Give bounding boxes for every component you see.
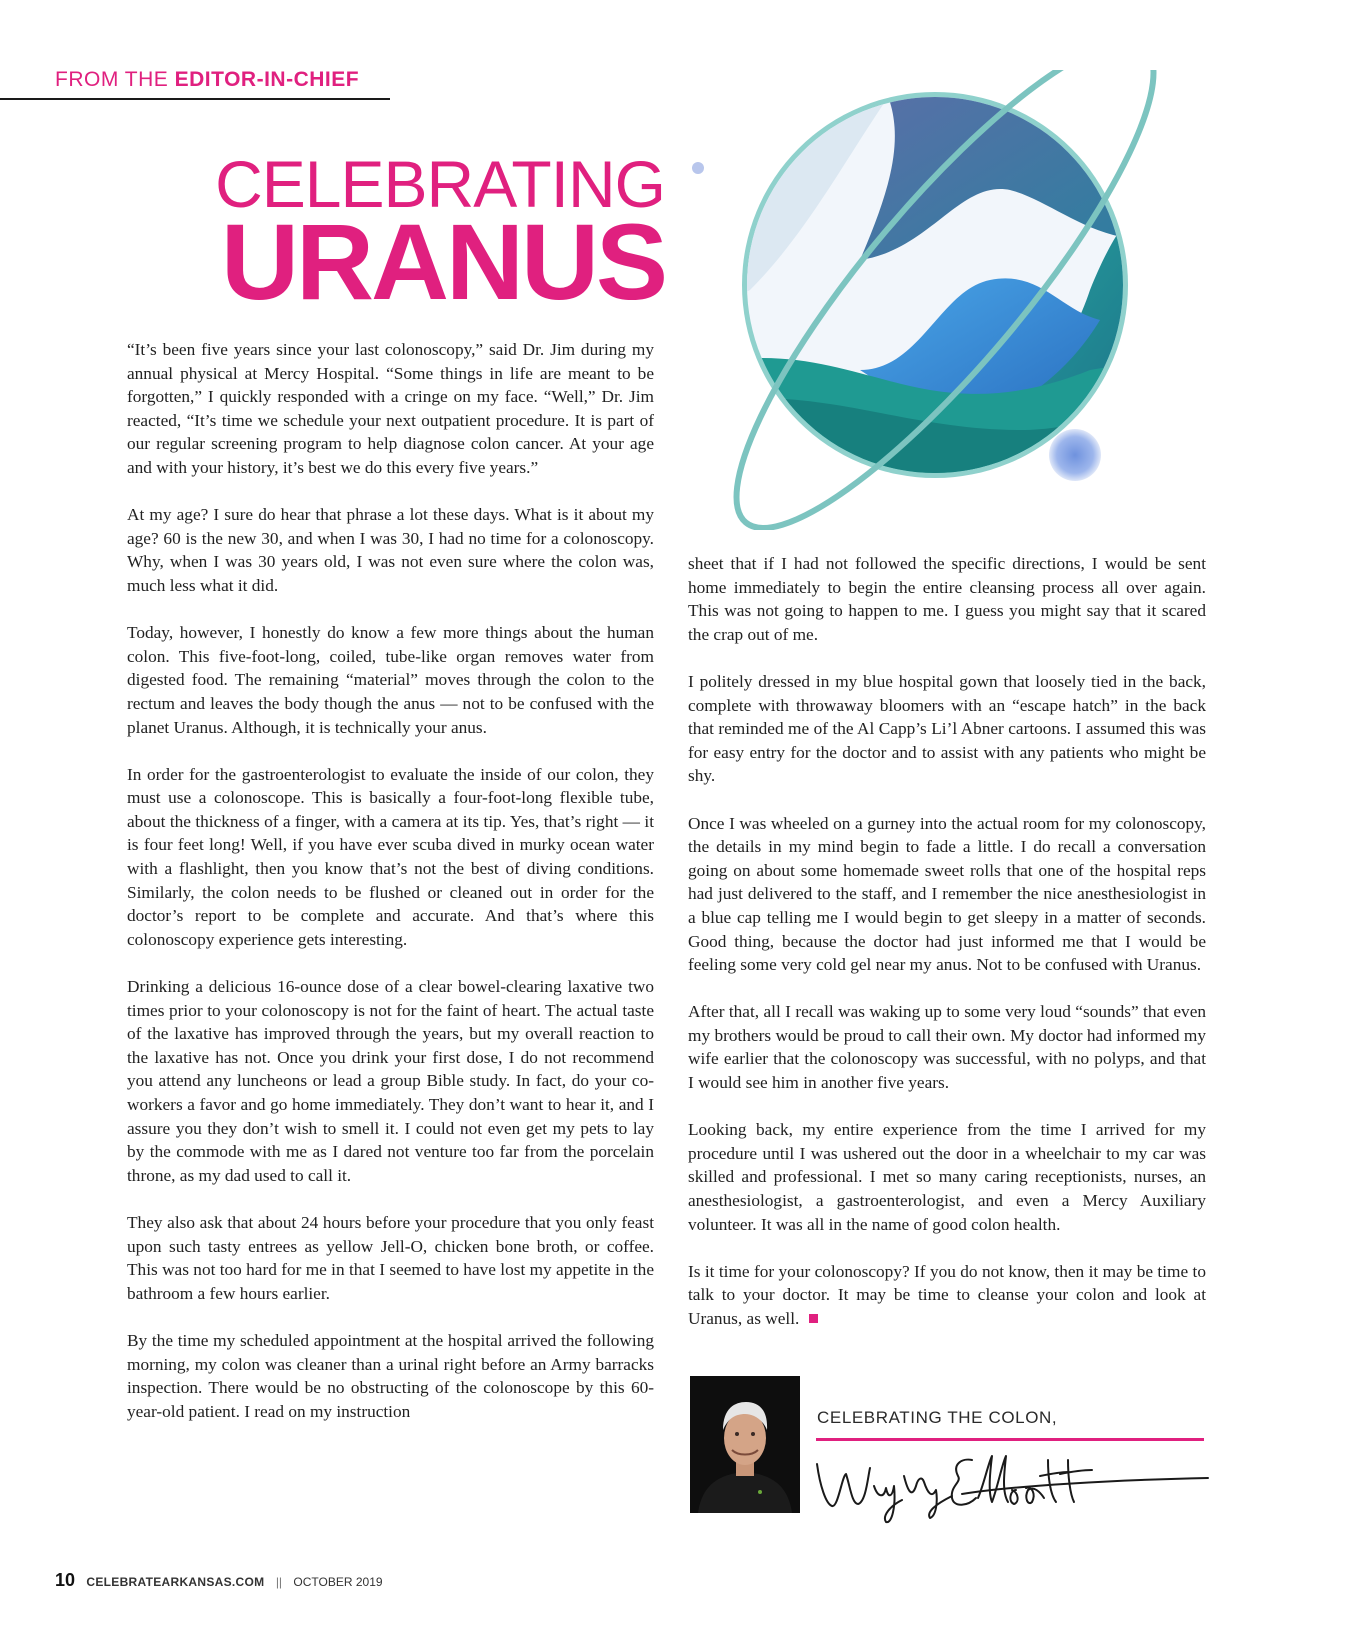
article-paragraph: In order for the gastroenterologist to evaluate the inside of our colon, they must use a colonoscope. This is basically a four-foot-long flexible tube, about the thickness of a finger, with a camera at its tip. Yes, that’s right — it is four feet long! Well, if you have ever scuba dived in murky ocean water with a flashlight, then you know that’s not the best of diving conditions. Similarly, the colon needs to be flushed or cleaned out in order for the doctor’s report to be complete and accurate. And that’s where this colonoscopy experience gets interesting. [127,764,654,949]
signoff-caption: CELEBRATING THE COLON, [817,1408,1058,1427]
page-number: 10 [55,1570,76,1590]
article-paragraph: I politely dressed in my blue hospital gown that loosely tied in the back, complete with throwaway bloomers with an “escape hatch” in the back that reminded me of the Al Capp’s Li’l Abner cartoons. I assumed this was for easy entry for the doctor and to assist with any patients who might be shy. [688,671,1206,786]
article-column-left [127,338,654,1447]
headline-line1: CELEBRATING [215,147,665,221]
headline-line2: URANUS [220,201,665,322]
section-label [55,68,359,92]
article-column-right [688,552,1206,1354]
article-closing-paragraph [688,1260,1206,1331]
issue-date: OCTOBER 2019 [293,1575,383,1589]
article-paragraph: Today, however, I honestly do know a few more things about the human colon. This five-foot-long, coiled, tube-like organ removes water from digested food. The remaining “material” moves through the colon to the rectum and leaves the body though the anus — not to be confused with the planet Uranus. Although, it is technically your anus. [127,623,654,737]
website-url: CELEBRATEARKANSAS.COM [86,1575,265,1589]
page-footer [55,1570,383,1591]
article-paragraph: They also ask that about 24 hours before your procedure that you only feast upon such tasty entrees as yellow Jell-O, chicken bone broth, or coffee. This was not too hard for me in that I seemed to have lost my appetite in the bathroom a few hours earlier. [127,1212,654,1303]
end-mark-icon [809,1314,818,1323]
closing-text: Is it time for your colonoscopy? If you do not know, then it may be time to talk to your doctor. It may be time to cleanse your colon and look at Uranus, as well. [688,1261,1206,1328]
article-paragraph: By the time my scheduled appointment at the hospital arrived the following morning, my colon was cleaner than a urinal right before an Army barracks inspection. There would be no obstructing of the colonoscope by this 60-year-old patient. I read on my instruction [127,1330,654,1421]
article-paragraph: At my age? I sure do hear that phrase a lot these days. What is it about my age? 60 is the new 30, and when I was 30, I had no time for a colonoscopy. Why, when I was 30 years old, I was not even sure where the colon was, much less what it did. [127,505,654,595]
section-prefix: FROM THE [55,68,169,91]
article-paragraph: Once I was wheeled on a gurney into the actual room for my colonoscopy, the details in my mind begin to fade a little. I do recall a conversation going on about some homemade sweet rolls that one of the hospital reps had just delivered to the staff, and I remember the nice anesthesiologist in a blue cap telling me I would begin to get sleepy in a matter of seconds. Good thing, because the doctor had just informed me that I would be feeling some very cold gel near my anus. Not to be confused with Uranus. [688,813,1206,975]
signoff-rule [816,1438,1204,1441]
footer-separator: || [275,1575,283,1589]
article-paragraph: Looking back, my entire experience from the time I arrived for my procedure until I was ushered out the door in a wheelchair to my car was skilled and professional. I met so many caring receptionists, nurses, an anesthesiologist, a gastroenterologist, and even a Mercy Auxiliary volunteer. It was all in the name of good colon health. [688,1120,1206,1234]
section-emphasis: EDITOR-IN-CHIEF [174,68,360,91]
article-paragraph: After that, all I recall was waking up to some very loud “sounds” that even my brothers would be proud to call their own. My doctor had informed my wife earlier that the colonoscopy was successful, with no polyps, and that I would see him in another five years. [688,1002,1206,1093]
article-paragraph: Drinking a delicious 16-ounce dose of a clear bowel-clearing laxative two times prior to your colonoscopy is not for the faint of heart. The actual taste of the laxative has improved through the years, but my overall reaction to the laxative has not. Once you drink your first dose, I do not recommend you attend any luncheons or lead a group Bible study. In fact, do your co-workers a favor and go home immediately. They don’t want to hear it, and I assure you they don’t wish to smell it. I could not even get my pets to lay by the commode with me as I dared not venture too far from the porcelain throne, as my dad used to call it. [127,977,654,1185]
article-paragraph: “It’s been five years since your last colonoscopy,” said Dr. Jim during my annual physical at Mercy Hospital. “Some things in life are meant to be forgotten,” I quickly responded with a cringe on my face. “Well,” Dr. Jim reacted, “It’s time we schedule your next outpatient procedure. It is part of our regular screening program to help diagnose colon cancer. At your age and with your history, it’s best we do this every five years.” [127,340,654,477]
article-paragraph: sheet that if I had not followed the specific directions, I would be sent home immediately to begin the entire cleansing process all over again. This was not going to happen to me. I guess you might say that it scared the crap out of me. [688,554,1206,644]
section-header [0,64,390,100]
handwritten-signature [812,1446,1212,1526]
author-photo [690,1376,800,1513]
uranus-planet-illustration [690,70,1230,530]
